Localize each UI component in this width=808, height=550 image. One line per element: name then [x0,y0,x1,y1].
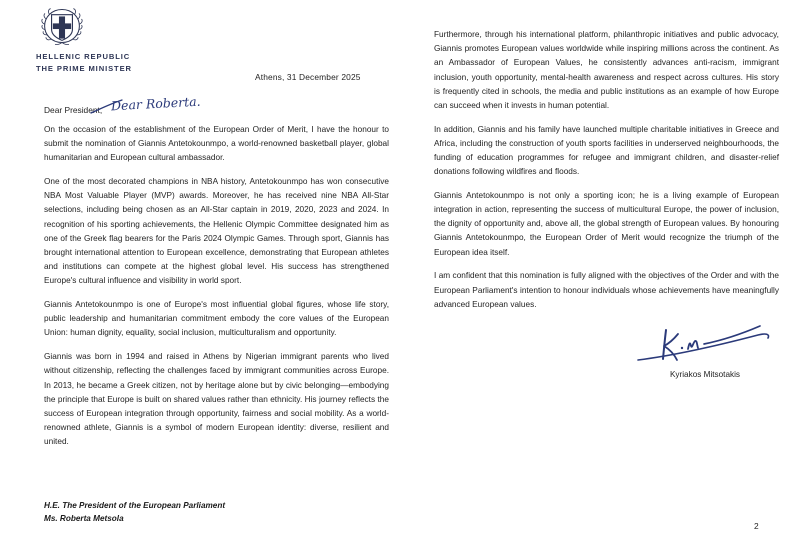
left-paragraph-2: One of the most decorated champions in NBA history, Antetokounmpo has won consecutive NBA Most Valuable Player (MVP) awards. Moreover, he has received nine NBA All-Star selections, including being chosen as an All-Star captain in 2019, 2020, 2023 and 2024. In recognition of his sporting achievements, the Hellenic Olympic Committee designated him as one of the Greek flag bearers for the Paris 2024 Olympic Games. Through sport, Giannis has brought international attention to European excellence, demonstrating that European athletes and institutions can compete at the highest global level. His success has strengthened Europe's cultural influence and visibility in world sport. [44,177,389,286]
recipient-title: H.E. The President of the European Parliament [44,501,226,510]
letterhead-republic: HELLENIC REPUBLIC [36,52,131,61]
page-number: 2 [754,521,759,531]
right-column [434,0,779,321]
right-paragraph-2: In addition, Giannis and his family have launched multiple charitable initiatives in Greece and Africa, including the construction of youth sports facilities in underserved neighbourhoods, the funding of education programmes for refugee and immigrant children, and disaster-relief donations following wildfires and floods. [434,124,779,177]
salutation-block [44,93,389,123]
recipient-name: Ms. Roberta Metsola [44,513,124,523]
salutation-handwritten-annotation: Dear Roberta. [110,93,201,114]
left-paragraph-4: Giannis was born in 1994 and raised in Athens by Nigerian immigrant parents who lived without citizenship, reflecting the challenges faced by immigrant communities across Europe. In 2013, he became a Greek citizen, not by heritage alone but by civic belonging—embodying the principle that Europe is built on shared values rather than ethnicity. His journey reflects the success of European integration through opportunity, fairness and social mobility. As a world-renowned athlete, Giannis is a symbol of modern European identity: diverse, resilient and united. [44,352,389,447]
signature-block [620,322,790,379]
date-line: Athens, 31 December 2025 [255,72,361,82]
recipient-block [44,500,225,525]
handwritten-signature-icon [620,322,790,374]
right-paragraph-4: I am confident that this nomination is fully aligned with the objectives of the Order and with the European Parliament's intention to honour individuals whose achievements have meaningfully advanced European values. [434,271,779,309]
right-paragraph-1: Furthermore, through his international platform, philanthropic initiatives and public advocacy, Giannis promotes European values worldwide while inspiring millions across the continent. As an Ambassador of European Values, he consistently advances anti-racism, immigrant inclusion, youth opportunity, mental-health awareness and respect across cultures. His story is frequently cited in schools, the media and public institutions as an example of how Europe can succeed when it invests in human potential. [434,30,779,110]
left-paragraph-3: Giannis Antetokounmpo is one of Europe's most influential global figures, whose life story, public leadership and humanitarian commitment embody the core values of the European Union: human dignity, equality, social inclusion, multiculturalism and opportunity. [44,300,389,338]
right-paragraph-3: Giannis Antetokounmpo is not only a sporting icon; he is a living example of European integration in action, representing the success of multicultural Europe, the power of inclusion, the dignity of opportunity and, above all, the global strength of European values. By honouring Giannis Antetokounmpo, the European Order of Merit would recognize the triumph of the European idea itself. [434,190,779,257]
left-paragraph-1: On the occasion of the establishment of the European Order of Merit, I have the honour to submit the nomination of Giannis Antetokounmpo, a world-renowned basketball player, global humanitarian and European cultural ambassador. [44,125,389,163]
letterhead-prime-minister: THE PRIME MINISTER [36,63,132,73]
signer-name: Kyriakos Mitsotakis [669,370,741,379]
left-column [44,0,389,459]
salutation-printed: Dear President, [44,105,103,115]
